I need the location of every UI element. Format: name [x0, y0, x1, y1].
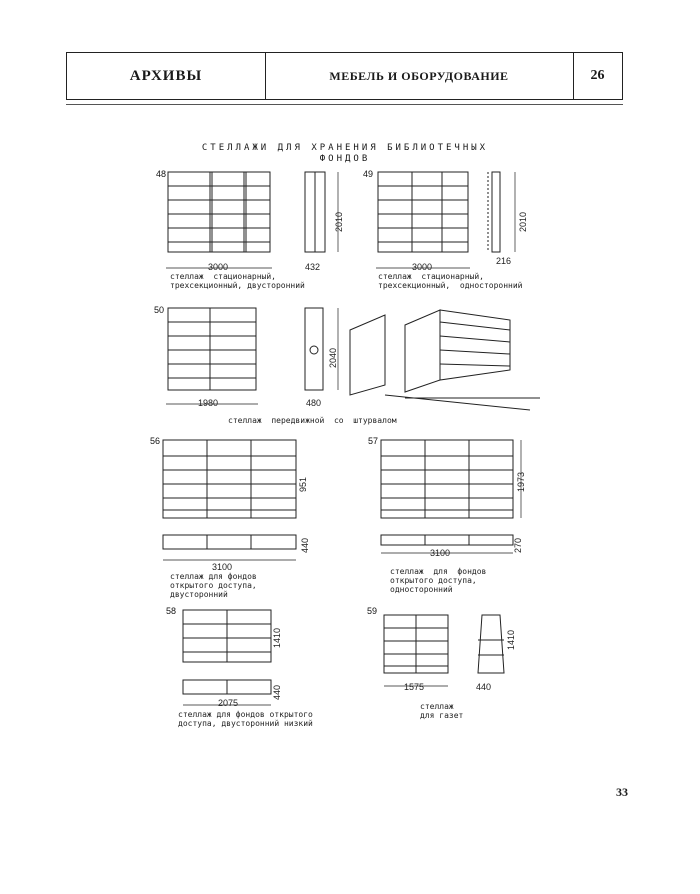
fig49-height: 2010	[518, 211, 528, 232]
fig56-front-view	[163, 440, 296, 518]
fig56-number: 56	[150, 436, 161, 446]
page-number: 33	[616, 785, 628, 799]
fig58-width: 2075	[218, 698, 239, 708]
fig57-width: 3100	[430, 548, 451, 558]
fig49-width: 3000	[412, 262, 433, 272]
fig50-height: 2040	[328, 347, 338, 368]
fig48-depth: 432	[305, 262, 321, 272]
fig58-number: 58	[166, 606, 177, 616]
fig50-side-view	[305, 308, 323, 390]
fig59-front-view	[384, 615, 448, 673]
fig59-width: 1575	[404, 682, 425, 692]
fig58-caption: стеллаж для фондов открытого доступа, двусторонний низкий	[178, 710, 313, 728]
topic-title: МЕБЕЛЬ И ОБОРУДОВАНИЕ	[265, 53, 574, 99]
fig50-perspective-view	[350, 310, 540, 410]
fig48-height: 2010	[334, 211, 344, 232]
fig58-height: 1410	[272, 627, 282, 648]
fig49-depth: 216	[496, 256, 512, 266]
fig49-front-view	[378, 172, 468, 252]
fig48-width: 3000	[208, 262, 229, 272]
fig57-caption: стеллаж для фондов открытого доступа, односторонний	[390, 567, 487, 594]
fig57-depth: 270	[513, 537, 523, 553]
fig49-caption: стеллаж стационарный, трехсекционный, односторонний	[378, 272, 523, 290]
fig50-depth: 480	[306, 398, 322, 408]
sheet-number: 26	[590, 68, 605, 83]
fig57-front-view	[381, 440, 513, 518]
fig56-caption: стеллаж для фондов открытого доступа, двусторонний	[170, 572, 257, 599]
fig50-front-view	[168, 308, 256, 390]
fig50-width: 1980	[198, 398, 219, 408]
fig56-depth: 440	[300, 537, 310, 553]
fig57-number: 57	[368, 436, 379, 446]
fig58-depth: 440	[272, 684, 282, 700]
fig50-number: 50	[154, 305, 165, 315]
fig56-plan-view	[163, 535, 296, 549]
fig48-front-view	[168, 172, 270, 252]
fig49-side-view	[488, 172, 500, 252]
fig59-height: 1410	[506, 629, 516, 650]
fig59-depth: 440	[476, 682, 492, 692]
fig59-caption: стеллаж для газет	[420, 702, 464, 720]
fig56-height: 951	[298, 476, 308, 492]
fig58-front-view	[183, 610, 271, 662]
fig57-plan-view	[381, 535, 513, 545]
fig59-side-view	[478, 615, 504, 673]
section-title: АРХИВЫ	[67, 53, 266, 99]
fig58-plan-view	[183, 680, 271, 694]
fig48-caption: стеллаж стационарный, трехсекционный, двусторонний	[170, 272, 305, 290]
fig59-number: 59	[367, 606, 378, 616]
fig56-width: 3100	[212, 562, 233, 572]
fig48-side-view	[305, 172, 325, 252]
diagram-title: СТЕЛЛАЖИ ДЛЯ ХРАНЕНИЯ БИБЛИОТЕЧНЫХ ФОНДОВ	[201, 143, 489, 164]
fig49-number: 49	[363, 169, 374, 179]
fig57-height: 1973	[516, 471, 526, 492]
fig50-caption: стеллаж передвижной со штурвалом	[228, 416, 397, 425]
fig48-number: 48	[156, 169, 167, 179]
